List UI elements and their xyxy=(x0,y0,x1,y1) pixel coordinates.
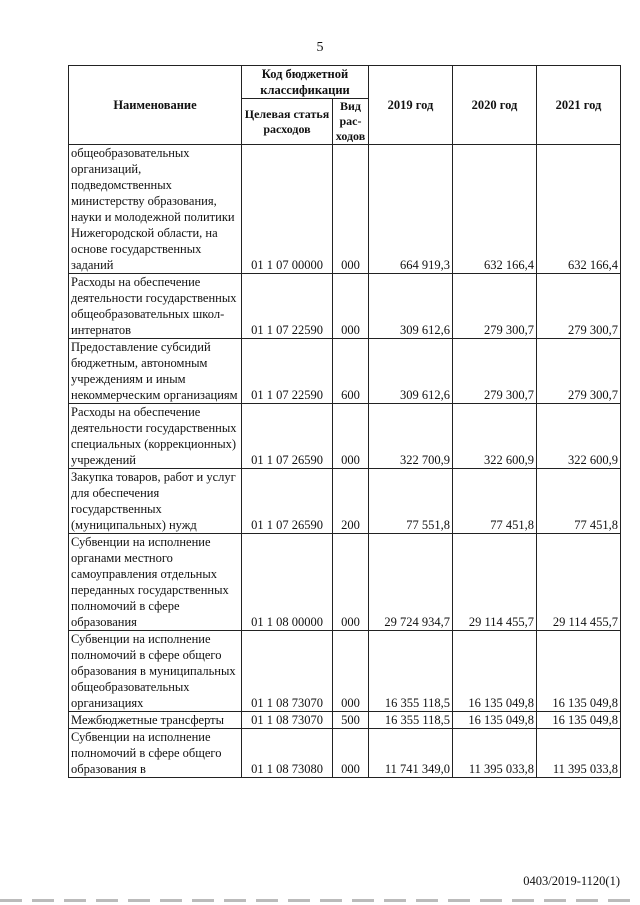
row-kind-cell: 200 xyxy=(333,469,369,534)
row-2021-cell: 279 300,7 xyxy=(537,339,621,404)
row-2020-cell: 632 166,4 xyxy=(453,145,537,274)
row-2020-cell: 29 114 455,7 xyxy=(453,534,537,631)
row-name-cell: Субвенции на исполнение органами местного самоуправления отдельных переданных государственных полномочий в сфере образования xyxy=(69,534,242,631)
row-2020-cell: 279 300,7 xyxy=(453,339,537,404)
row-2021-cell: 11 395 033,8 xyxy=(537,729,621,778)
row-name-cell: Предоставление субсидий бюджетным, автономным учреждениям и иным некоммерческим организациям xyxy=(69,339,242,404)
row-2020-cell: 279 300,7 xyxy=(453,274,537,339)
row-name-cell: Закупка товаров, работ и услуг для обеспечения государственных (муниципальных) нужд xyxy=(69,469,242,534)
row-target-cell: 01 1 07 00000 xyxy=(242,145,333,274)
row-name-cell: общеобразовательных организаций, подведомственных министерству образования, науки и молодежной политики Нижегородской области, на основе государственных заданий xyxy=(69,145,242,274)
row-kind-cell: 000 xyxy=(333,145,369,274)
page-number: 5 xyxy=(316,40,324,55)
header-code-group: Код бюджетной классификации xyxy=(242,66,369,99)
document-code: 0403/2019-1120(1) xyxy=(523,874,620,888)
row-2019-cell: 11 741 349,0 xyxy=(369,729,453,778)
table-row xyxy=(69,469,621,534)
row-2021-cell: 77 451,8 xyxy=(537,469,621,534)
row-kind-cell: 000 xyxy=(333,534,369,631)
row-kind-cell: 000 xyxy=(333,274,369,339)
row-target-cell: 01 1 08 73070 xyxy=(242,631,333,712)
row-2020-cell: 16 135 049,8 xyxy=(453,712,537,729)
table-row xyxy=(69,339,621,404)
table-row xyxy=(69,729,621,778)
table-row xyxy=(69,404,621,469)
row-2020-cell: 322 600,9 xyxy=(453,404,537,469)
row-kind-cell: 000 xyxy=(333,729,369,778)
row-target-cell: 01 1 07 26590 xyxy=(242,404,333,469)
row-kind-cell: 000 xyxy=(333,404,369,469)
row-2020-cell: 16 135 049,8 xyxy=(453,631,537,712)
row-2019-cell: 322 700,9 xyxy=(369,404,453,469)
row-2021-cell: 632 166,4 xyxy=(537,145,621,274)
row-target-cell: 01 1 07 22590 xyxy=(242,339,333,404)
row-2019-cell: 309 612,6 xyxy=(369,339,453,404)
row-name-cell: Субвенции на исполнение полномочий в сфере общего образования в xyxy=(69,729,242,778)
table-row xyxy=(69,274,621,339)
row-name-cell: Расходы на обеспечение деятельности государственных специальных (коррекционных) учреждений xyxy=(69,404,242,469)
row-kind-cell: 600 xyxy=(333,339,369,404)
row-target-cell: 01 1 08 00000 xyxy=(242,534,333,631)
row-2020-cell: 77 451,8 xyxy=(453,469,537,534)
row-name-cell: Межбюджетные трансферты xyxy=(69,712,242,729)
row-2021-cell: 29 114 455,7 xyxy=(537,534,621,631)
table-row xyxy=(69,145,621,274)
header-target-article: Целевая статья расходов xyxy=(242,99,333,145)
row-2021-cell: 322 600,9 xyxy=(537,404,621,469)
row-target-cell: 01 1 07 22590 xyxy=(242,274,333,339)
row-name-cell: Субвенции на исполнение полномочий в сфере общего образования в муниципальных общеобразовательных организациях xyxy=(69,631,242,712)
header-year-2020: 2020 год xyxy=(453,66,537,145)
row-2019-cell: 16 355 118,5 xyxy=(369,712,453,729)
table-row xyxy=(69,712,621,729)
scan-artifact xyxy=(0,899,640,902)
row-name-cell: Расходы на обеспечение деятельности государственных общеобразовательных школ-интернатов xyxy=(69,274,242,339)
row-2019-cell: 16 355 118,5 xyxy=(369,631,453,712)
table-body xyxy=(69,145,621,778)
row-2020-cell: 11 395 033,8 xyxy=(453,729,537,778)
row-target-cell: 01 1 07 26590 xyxy=(242,469,333,534)
row-2019-cell: 664 919,3 xyxy=(369,145,453,274)
row-2019-cell: 29 724 934,7 xyxy=(369,534,453,631)
table-row xyxy=(69,631,621,712)
row-kind-cell: 500 xyxy=(333,712,369,729)
row-kind-cell: 000 xyxy=(333,631,369,712)
header-year-2019: 2019 год xyxy=(369,66,453,145)
header-name: Наименование xyxy=(69,66,242,145)
budget-table xyxy=(68,65,621,778)
row-2021-cell: 16 135 049,8 xyxy=(537,631,621,712)
row-2019-cell: 309 612,6 xyxy=(369,274,453,339)
row-2021-cell: 16 135 049,8 xyxy=(537,712,621,729)
row-target-cell: 01 1 08 73080 xyxy=(242,729,333,778)
table-row xyxy=(69,534,621,631)
header-year-2021: 2021 год xyxy=(537,66,621,145)
row-target-cell: 01 1 08 73070 xyxy=(242,712,333,729)
row-2019-cell: 77 551,8 xyxy=(369,469,453,534)
header-expense-kind: Вид рас-ходов xyxy=(333,99,369,145)
row-2021-cell: 279 300,7 xyxy=(537,274,621,339)
